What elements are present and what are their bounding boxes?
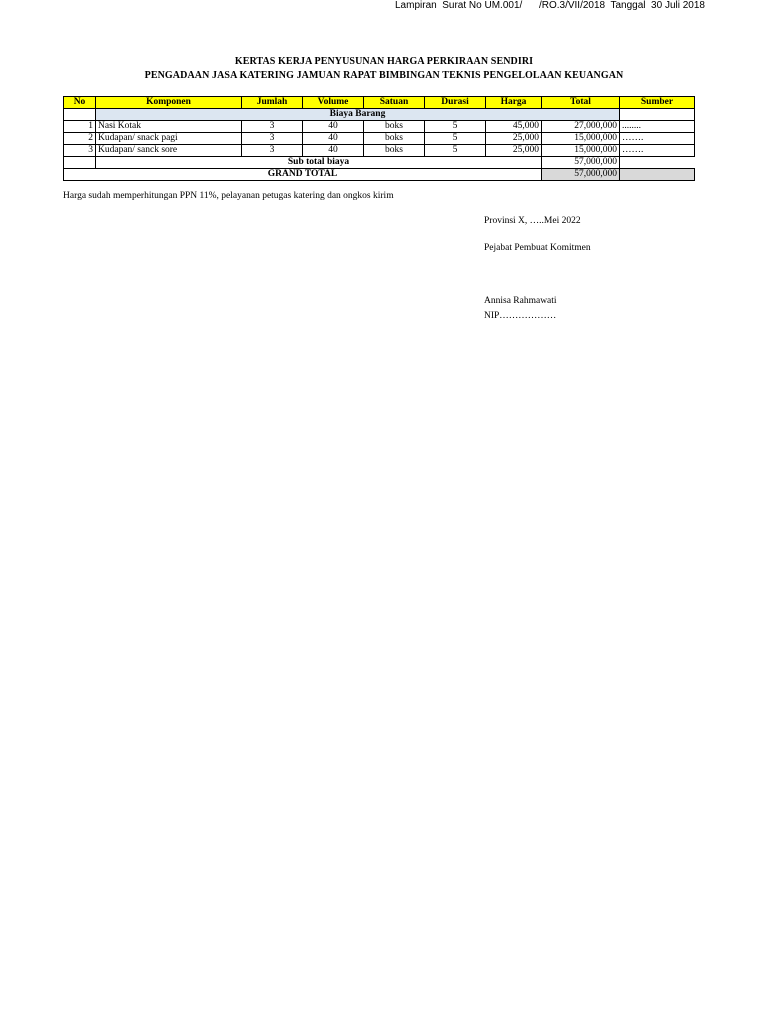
cell-satuan: boks bbox=[364, 133, 425, 145]
section-label: Biaya Barang bbox=[96, 109, 620, 121]
document-subtitle: PENGADAAN JASA KATERING JAMUAN RAPAT BIMBINGAN TEKNIS PENGELOLAAN KEUANGAN bbox=[144, 70, 624, 81]
col-header-komponen: Komponen bbox=[96, 97, 242, 109]
table-row bbox=[64, 121, 695, 133]
cell-total: 27,000,000 bbox=[542, 121, 620, 133]
subtotal-row bbox=[64, 157, 695, 169]
cell-no: 3 bbox=[64, 145, 96, 157]
cell-volume: 40 bbox=[303, 145, 364, 157]
table-row bbox=[64, 133, 695, 145]
cell-komponen: Kudapan/ snack pagi bbox=[96, 133, 242, 145]
cell-durasi: 5 bbox=[425, 133, 486, 145]
cell-jumlah: 3 bbox=[242, 133, 303, 145]
attachment-header: Lampiran Surat No UM.001/ /RO.3/VII/2018 Tanggal 30 Juli 2018 bbox=[395, 0, 705, 11]
signature-nip: NIP……………… bbox=[484, 311, 557, 321]
price-note: Harga sudah memperhitungan PPN 11%, pelayanan petugas katering dan ongkos kirim bbox=[63, 191, 394, 201]
subtotal-label: Sub total biaya bbox=[96, 157, 542, 169]
cell-komponen: Kudapan/ sanck sore bbox=[96, 145, 242, 157]
cell-total: 15,000,000 bbox=[542, 145, 620, 157]
subtotal-empty bbox=[620, 157, 695, 169]
col-header-no: No bbox=[64, 97, 96, 109]
cell-jumlah: 3 bbox=[242, 121, 303, 133]
cell-jumlah: 3 bbox=[242, 145, 303, 157]
grand-total-label: GRAND TOTAL bbox=[64, 169, 542, 181]
col-header-volume: Volume bbox=[303, 97, 364, 109]
section-row bbox=[64, 109, 695, 121]
subtotal-value: 57,000,000 bbox=[542, 157, 620, 169]
cell-no: 1 bbox=[64, 121, 96, 133]
cell-komponen: Nasi Kotak bbox=[96, 121, 242, 133]
cell-sumber: ……. bbox=[620, 145, 695, 157]
signature-position: Pejabat Pembuat Komitmen bbox=[484, 243, 591, 253]
cell-no: 2 bbox=[64, 133, 96, 145]
table-row bbox=[64, 145, 695, 157]
cell-durasi: 5 bbox=[425, 145, 486, 157]
section-spacer bbox=[64, 109, 96, 121]
grand-total-sumber bbox=[620, 169, 695, 181]
cell-satuan: boks bbox=[364, 145, 425, 157]
col-header-harga: Harga bbox=[486, 97, 542, 109]
col-header-jumlah: Jumlah bbox=[242, 97, 303, 109]
col-header-sumber: Sumber bbox=[620, 97, 695, 109]
cell-volume: 40 bbox=[303, 133, 364, 145]
col-header-durasi: Durasi bbox=[425, 97, 486, 109]
cell-volume: 40 bbox=[303, 121, 364, 133]
subtotal-spacer bbox=[64, 157, 96, 169]
signature-name: Annisa Rahmawati bbox=[484, 296, 557, 306]
grand-total-value: 57,000,000 bbox=[542, 169, 620, 181]
cell-total: 15,000,000 bbox=[542, 133, 620, 145]
cell-sumber: ……. bbox=[620, 133, 695, 145]
document-title: KERTAS KERJA PENYUSUNAN HARGA PERKIRAAN SENDIRI bbox=[234, 56, 534, 67]
col-header-total: Total bbox=[542, 97, 620, 109]
col-header-satuan: Satuan bbox=[364, 97, 425, 109]
cell-satuan: boks bbox=[364, 121, 425, 133]
hps-table bbox=[63, 96, 695, 181]
cell-harga: 25,000 bbox=[486, 145, 542, 157]
section-sumber-cell bbox=[620, 109, 695, 121]
grand-total-row bbox=[64, 169, 695, 181]
cell-harga: 25,000 bbox=[486, 133, 542, 145]
table-header-row bbox=[64, 97, 695, 109]
cell-harga: 45,000 bbox=[486, 121, 542, 133]
cell-durasi: 5 bbox=[425, 121, 486, 133]
signature-place-date: Provinsi X, …..Mei 2022 bbox=[484, 216, 581, 226]
cell-sumber: ........ bbox=[620, 121, 695, 133]
